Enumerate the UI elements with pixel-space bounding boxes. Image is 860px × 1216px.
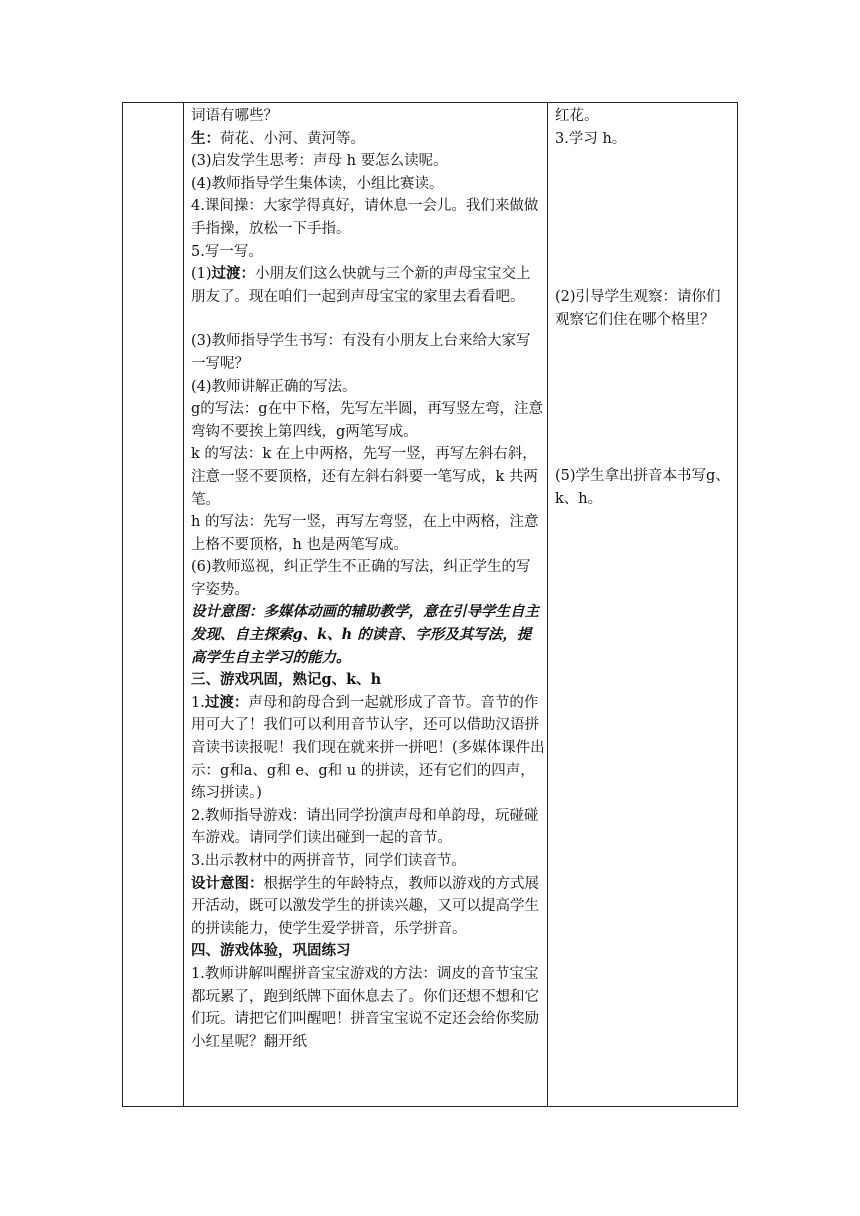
text-line: (1)过渡：小朋友们这么快就与三个新的声母宝宝交上朋友了。现在咱们一起到声母宝宝的家里去看看吧。 [191, 265, 531, 305]
side-text: 3.学习 h。 [555, 130, 627, 147]
text-line: (3)启发学生思考：声母 h 要怎么读呢。 [191, 153, 448, 170]
lesson-table [122, 102, 738, 1107]
spacer [191, 308, 545, 330]
student-activity-column [555, 105, 730, 511]
text-line: 1.过渡：声母和韵母合到一起就形成了音节。音节的作用可大了！我们可以利用音节认字，还可以借助汉语拼音读书读报呢！我们现在就来拼一拼吧！(多媒体课件出示：g和a、g和 e、g和 u 的拼读，还有它们的四声，练习拼读。) [191, 693, 545, 802]
text-line: (4)教师指导学生集体读，小组比赛读。 [191, 175, 444, 192]
text-line: 生：荷花、小河、黄河等。 [191, 129, 365, 147]
text-line: g的写法：g在中下格，先写左半圆，再写竖左弯，注意弯钩不要挨上第四线，g两笔写成。 [191, 401, 544, 440]
column-divider [183, 103, 184, 1106]
side-text: (5)学生拿出拼音本书写g、k、h。 [555, 468, 730, 507]
section-heading: 三、游戏巩固，熟记g、k、h [191, 671, 382, 689]
text-line: 2.教师指导游戏：请出同学扮演声母和单韵母，玩碰碰车游戏。请同学们读出碰到一起的音节。 [191, 807, 539, 847]
text-line: 词语有哪些？ [191, 108, 278, 124]
side-text: 红花。 [555, 108, 599, 124]
text-line: h 的写法：先写一竖，再写左弯竖，在上中两格，注意上格不要顶格，h 也是两笔写成。 [191, 514, 539, 553]
text-line: 1.教师讲解叫醒拼音宝宝游戏的方法：调皮的音节宝宝都玩累了，跑到纸牌下面休息去了。你们还想不想和它们玩。请把它们叫醒吧！拼音宝宝说不定还会给你奖励小红星呢？翻开纸 [191, 965, 539, 1050]
text-line: 3.出示教材中的两拼音节，同学们读音节。 [191, 853, 466, 869]
design-intent: 设计意图：多媒体动画的辅助教学，意在引导学生自主发现、自主探索g、k、h 的读音、字形及其写法，提高学生自主学习的能力。 [191, 603, 539, 666]
text-line: (6)教师巡视，纠正学生不正确的写法，纠正学生的写字姿势。 [191, 559, 531, 598]
text-line: (3)教师指导学生书写：有没有小朋友上台来给大家写一写呢？ [191, 333, 531, 372]
text-line: 5.写一写。 [191, 243, 263, 260]
text-line: k 的写法：k 在上中两格，先写一竖，再写左斜右斜，注意一竖不要顶格，还有左斜右斜要一笔写成，k 共两笔。 [191, 446, 538, 508]
side-text: (2)引导学生观察：请你们观察它们住在哪个格里？ [555, 289, 721, 328]
column-divider [547, 103, 548, 1106]
section-heading: 四、游戏体验，巩固练习 [191, 942, 351, 960]
teaching-process-column [191, 105, 545, 1053]
design-intent: 设计意图：根据学生的年龄特点，教师以游戏的方式展开活动，既可以激发学生的拼读兴趣，又可以提高学生的拼读能力，使学生爱学拼音，乐学拼音。 [191, 874, 539, 937]
text-line: 4.课间操：大家学得真好，请休息一会儿。我们来做做手指操，放松一下手指。 [191, 198, 539, 237]
text-line: (4)教师讲解正确的写法。 [191, 378, 357, 395]
